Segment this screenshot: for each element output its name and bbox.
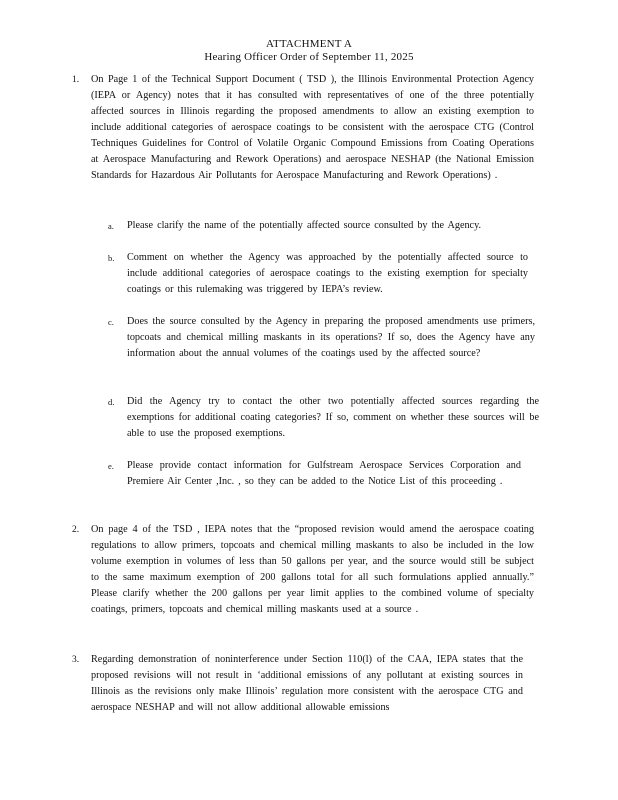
attachment-title: ATTACHMENT A <box>266 38 352 50</box>
item-number: 3. <box>72 655 80 665</box>
question-item: Regarding demonstration of noninterference under Section 110(l) of the CAA, IEPA states that the proposed revisions will not result in ‘additional emissions of any pollutant at existing sources in Illinois as the revisions only make Illinois’ regulation more consistent with the aerospace CTG and aerospace NESHAP and will not allow additional allowable emissions <box>91 654 523 713</box>
item-number: 1. <box>72 75 80 85</box>
subitem-letter: e. <box>108 461 114 471</box>
subquestion-item: Comment on whether the Agency was approached by the potentially affected source to include additional categories of aerospace coatings to the existing exemption for specialty coatings or this rulemaking was triggered by IEPA’s review. <box>127 252 528 295</box>
subitem-letter: d. <box>108 397 115 407</box>
subquestion-item: Did the Agency try to contact the other two potentially affected sources regarding the exemptions for additional coating categories? If so, comment on whether these sources will be able to use the proposed exemptions. <box>127 396 539 439</box>
subquestion-item: Does the source consulted by the Agency in preparing the proposed amendments use primers, topcoats and chemical milling maskants in its operations? If so, does the Agency have any information about the annual volumes of the coatings used by the affected source? <box>127 316 535 359</box>
subitem-letter: c. <box>108 317 114 327</box>
subitem-letter: b. <box>108 253 115 263</box>
subquestion-item: Please clarify the name of the potentially affected source consulted by the Agency. <box>127 220 482 231</box>
subquestion-item: Please provide contact information for Gulfstream Aerospace Services Corporation and Premiere Air Center ,Inc. , so they can be added to the Notice List of this proceeding . <box>127 460 521 487</box>
question-item: On Page 1 of the Technical Support Document ( TSD ), the Illinois Environmental Protection Agency (IEPA or Agency) notes that it has consulted with representatives of one of the three potentially affected sources in Illinois regarding the proposed amendments to allow an existing exemption to include additional categories of aerospace coatings to be consistent with the aerospace CTG (Control Techniques Guidelines for Control of Volatile Organic Compound Emissions from Coating Operations at Aerospace Manufacturing and Rework Operations) and aerospace NESHAP (the National Emission Standards for Hazardous Air Pollutants for Aerospace Manufacturing and Rework Operations) . <box>91 74 534 181</box>
question-item: On page 4 of the TSD , IEPA notes that the “proposed revision would amend the aerospace coating regulations to allow primers, topcoats and chemical milling maskants to also be included in the low volume exemption in volumes of less than 50 gallons per year, and the source would still be subject to the same maximum exemption of 200 gallons total for all such formulations applied annually.” Please clarify whether the 200 gallons per year limit applies to the combined volume of specialty coatings, primers, topcoats and chemical milling maskants used at a source . <box>91 524 534 615</box>
subitem-letter: a. <box>108 221 114 231</box>
item-number: 2. <box>72 525 80 535</box>
attachment-subtitle: Hearing Officer Order of September 11, 2025 <box>204 51 414 63</box>
